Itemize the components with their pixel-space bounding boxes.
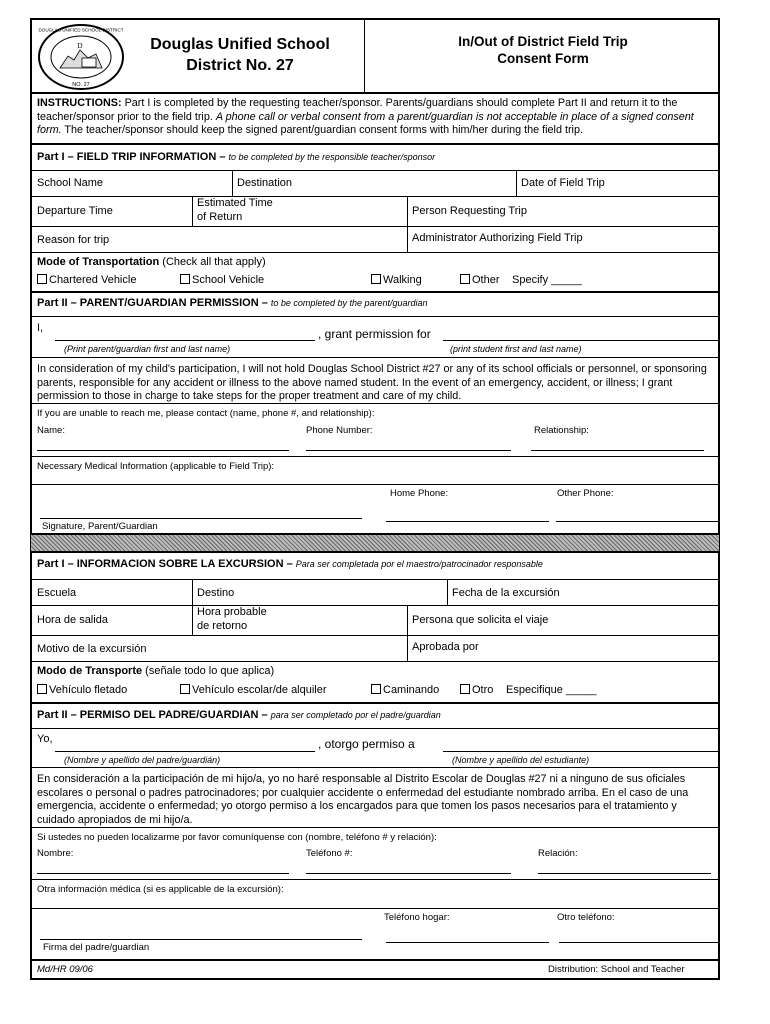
otra-medica-line[interactable] <box>31 908 719 909</box>
contact-name-line[interactable] <box>37 450 289 451</box>
checkbox-walking[interactable] <box>371 274 381 284</box>
option-caminando[interactable]: Caminando <box>371 684 439 697</box>
telefono-label: Teléfono #: <box>306 848 353 859</box>
tel-hogar-line[interactable] <box>386 942 549 943</box>
escuela-label: Escuela <box>37 587 77 599</box>
i-label: I, <box>37 322 44 334</box>
other-phone-line[interactable] <box>556 521 719 522</box>
signature-line[interactable] <box>40 518 362 519</box>
es-mode-label: Modo de Transporte (señale todo lo que aplica) <box>37 665 275 677</box>
contact-phone-line[interactable] <box>306 450 511 451</box>
contact-note: If you are unable to reach me, please contact (name, phone #, and relationship): <box>37 408 375 419</box>
seal-number: NO. 27 <box>72 82 90 88</box>
school-name-title: Douglas Unified School District No. 27 <box>150 36 330 74</box>
es-consent-paragraph: En consideración a la participación de mi hijo/a, yo no haré responsable al Distrito Escolar de Douglas #27 ni a ninguno de sus oficiales escolares o personal o padres patrocinadores; por cualquier accidente o enfermedad del estudiante nombrado arriba. En el caso de una emergencia, accidente o enfermedad; yo otorgo permiso a los encargados para que tomen los pasos necesarios para el tratamiento y cuidado apropiados de mi hijo/a. <box>37 773 689 826</box>
print-parent-caption: (Print parent/guardian first and last name) <box>64 344 231 354</box>
option-otro[interactable]: Otro <box>460 684 493 697</box>
otra-medica-label: Otra información médica (si es applicable de la excursión): <box>37 884 284 895</box>
option-escolar[interactable]: Vehículo escolar/de alquiler <box>180 684 327 697</box>
persona-label: Persona que solicita el viaje <box>412 614 549 626</box>
header-bottom-rule <box>31 92 719 94</box>
seal-text: DOUGLAS UNIFIED SCHOOL DISTRICT <box>38 27 124 33</box>
person-requesting-label: Person Requesting Trip <box>412 205 527 217</box>
form-title: In/Out of District Field Trip Consent Form <box>458 34 628 66</box>
checkbox-escolar[interactable] <box>180 684 190 694</box>
part2-heading: Part II – PARENT/GUARDIAN PERMISSION – to be completed by the parent/guardian <box>37 297 428 309</box>
mode-transport-label: Mode of Transportation (Check all that apply) <box>37 256 266 268</box>
firma-line[interactable] <box>40 939 362 940</box>
firma-caption: Firma del padre/guardian <box>43 942 150 953</box>
telefono-line[interactable] <box>306 873 511 874</box>
part1-heading: Part I – FIELD TRIP INFORMATION – to be completed by the responsible teacher/sponsor <box>37 151 436 163</box>
nombre-padre-caption: (Nombre y apellido del padre/guardián) <box>64 755 221 765</box>
contact-name-label: Name: <box>37 425 65 436</box>
nombre-estudiante-caption: (Nombre y apellido del estudiante) <box>452 755 590 765</box>
es-contact-note: Si ustedes no pueden localizarme por favor comuníquense con (nombre, teléfono # y relación): <box>37 832 437 843</box>
specify-field[interactable]: Specify _____ <box>512 274 582 286</box>
checkbox-otro[interactable] <box>460 684 470 694</box>
nombre-label: Nombre: <box>37 848 74 859</box>
destination-label: Destination <box>237 177 293 189</box>
hora-probable-label: Hora probable de retorno <box>197 606 267 632</box>
school-name-label: School Name <box>37 177 104 189</box>
medical-info-label: Necessary Medical Information (applicable to Field Trip): <box>37 461 275 472</box>
signature-caption: Signature, Parent/Guardian <box>42 521 158 532</box>
checkbox-fletado[interactable] <box>37 684 47 694</box>
option-school-vehicle[interactable]: School Vehicle <box>180 274 264 287</box>
reason-label: Reason for trip <box>37 234 110 246</box>
option-walking[interactable]: Walking <box>371 274 422 287</box>
aprobada-label: Aprobada por <box>412 641 479 653</box>
home-phone-line[interactable] <box>386 521 549 522</box>
checkbox-other[interactable] <box>460 274 470 284</box>
medical-info-line[interactable] <box>31 484 719 485</box>
section-separator <box>31 535 719 551</box>
fecha-label: Fecha de la excursión <box>452 587 560 599</box>
es-part2-heading: Part II – PERMISO DEL PADRE/GUARDIAN – para ser completado por el padre/guardian <box>37 709 441 721</box>
tel-hogar-label: Teléfono hogar: <box>384 912 450 923</box>
option-chartered[interactable]: Chartered Vehicle <box>37 274 136 287</box>
yo-label: Yo, <box>37 733 53 745</box>
otro-tel-line[interactable] <box>559 942 719 943</box>
destino-label: Destino <box>197 587 235 599</box>
student-name-line[interactable] <box>443 340 719 341</box>
est-return-label: Estimated Time of Return <box>197 197 273 223</box>
especifique-field[interactable]: Especifique _____ <box>506 684 597 696</box>
header-divider <box>364 19 365 92</box>
form-code: Md/HR 09/06 <box>37 964 93 975</box>
motivo-label: Motivo de la excursión <box>37 643 147 655</box>
distribution: Distribution: School and Teacher <box>548 964 685 975</box>
hora-salida-label: Hora de salida <box>37 614 108 626</box>
option-other[interactable]: Other <box>460 274 500 287</box>
contact-relationship-label: Relationship: <box>534 425 589 436</box>
relacion-label: Relación: <box>538 848 578 859</box>
otro-tel-label: Otro teléfono: <box>557 912 615 923</box>
checkbox-school-vehicle[interactable] <box>180 274 190 284</box>
es-part1-heading: Part I – INFORMACION SOBRE LA EXCURSION – Para ser completada por el maestro/patrocinador responsable <box>37 558 543 570</box>
checkbox-chartered[interactable] <box>37 274 47 284</box>
parent-name-line[interactable] <box>55 340 315 341</box>
admin-authorizing-label: Administrator Authorizing Field Trip <box>412 232 583 244</box>
other-phone-label: Other Phone: <box>557 488 614 499</box>
contact-relationship-line[interactable] <box>531 450 704 451</box>
print-student-caption: (print student first and last name) <box>450 344 582 354</box>
otorgo-text: , otorgo permiso a <box>318 737 415 751</box>
district-seal <box>34 22 128 92</box>
relacion-line[interactable] <box>538 873 711 874</box>
consent-paragraph: In consideration of my child's participation, I will not hold Douglas School District #27 or any of its school officials or personnel, or sponsoring parents, responsible for any accident or illness to the above named student. In the event of an emergency, accident, or illness; I grant permission to those in charge to take steps for the proper treatment and care of my child. <box>37 363 707 402</box>
seal-initial: D <box>77 42 83 50</box>
departure-time-label: Departure Time <box>37 205 113 217</box>
date-of-trip-label: Date of Field Trip <box>521 177 605 189</box>
instructions: INSTRUCTIONS: Part I is completed by the requesting teacher/sponsor. Parents/guardians should complete Part II and return it to the teacher/sponsor prior to the field trip. A phone call or verbal consent from a parent/guardian is not acceptable in place of a signed consent form. The teacher/sponsor should keep the signed parent/guardian consent forms with him/her during the field trip. <box>37 97 694 136</box>
home-phone-label: Home Phone: <box>390 488 449 499</box>
estudiante-name-line[interactable] <box>443 751 719 752</box>
grant-permission-text: , grant permission for <box>318 327 431 341</box>
padre-name-line[interactable] <box>55 751 315 752</box>
nombre-line[interactable] <box>37 873 289 874</box>
contact-phone-label: Phone Number: <box>306 425 373 436</box>
option-fletado[interactable]: Vehículo fletado <box>37 684 127 697</box>
checkbox-caminando[interactable] <box>371 684 381 694</box>
